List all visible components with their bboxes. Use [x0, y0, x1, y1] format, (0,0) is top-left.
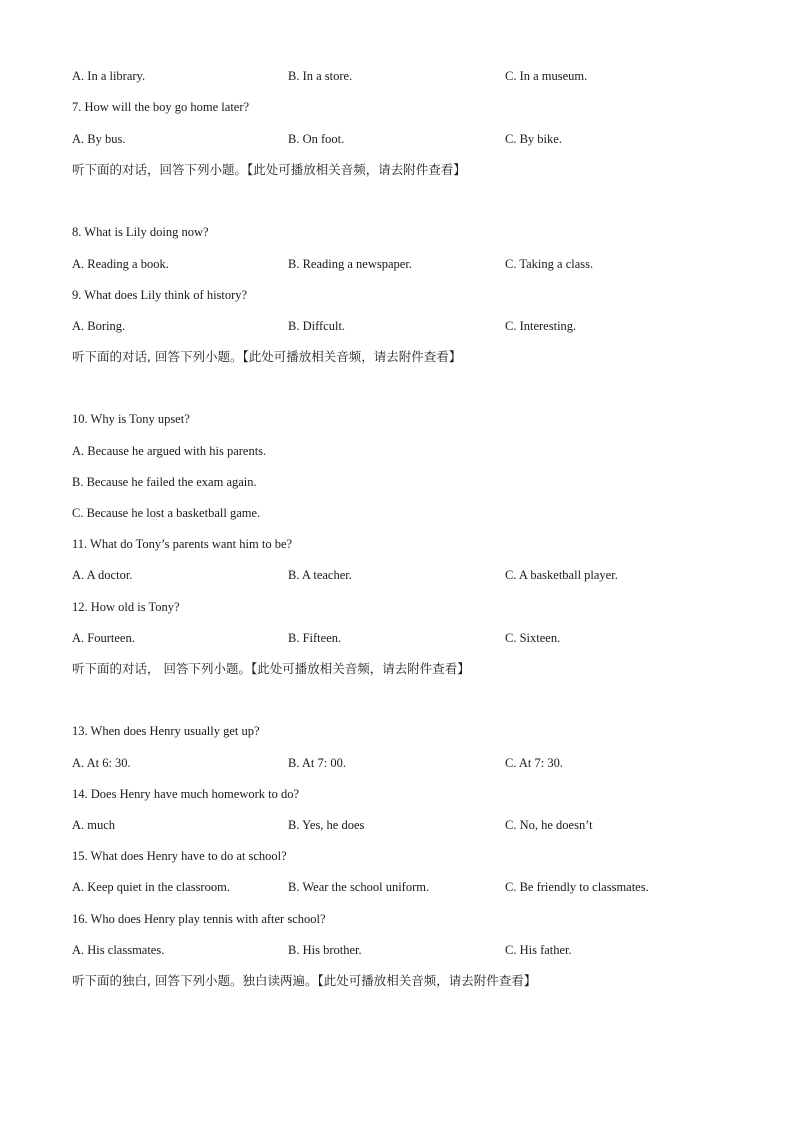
q7-option-c: C. By bike.: [505, 132, 562, 146]
q11-option-b: B. A teacher.: [288, 568, 352, 582]
q7-option-a: A. By bus.: [72, 132, 126, 146]
q8-question: 8. What is Lily doing now?: [72, 225, 209, 239]
q13-question: 13. When does Henry usually get up?: [72, 724, 260, 738]
q12-option-b: B. Fifteen.: [288, 631, 342, 645]
q6-option-a: A. In a library.: [72, 69, 146, 83]
q8-option-b: B. Reading a newspaper.: [288, 257, 412, 271]
q13-option-a: A. At 6: 30.: [72, 756, 131, 770]
q14-question: 14. Does Henry have much homework to do?: [72, 787, 300, 801]
q9-question: 9. What does Lily think of history?: [72, 288, 248, 302]
q7-option-b: B. On foot.: [288, 132, 345, 146]
q8-option-c: C. Taking a class.: [505, 257, 594, 271]
q10-option-c: C. Because he lost a basketball game.: [72, 506, 261, 520]
q14-option-a: A. much: [72, 818, 116, 832]
instruction-dialogue-2: 听下面的对话, 回答下列小题。【此处可播放相关音频，请去附件查看】: [72, 349, 462, 364]
instruction-dialogue-3: 听下面的对话， 回答下列小题。【此处可播放相关音频，请去附件查看】: [72, 661, 470, 676]
instruction-monologue: 听下面的独白, 回答下列小题。独白读两遍。【此处可播放相关音频，请去附件查看】: [72, 973, 537, 988]
q15-option-c: C. Be friendly to classmates.: [505, 880, 649, 894]
q9-option-c: C. Interesting.: [505, 319, 577, 333]
q11-option-a: A. A doctor.: [72, 568, 133, 582]
q8-option-a: A. Reading a book.: [72, 257, 169, 271]
q9-option-b: B. Diffcult.: [288, 319, 346, 333]
q16-option-b: B. His brother.: [288, 943, 362, 957]
q16-option-c: C. His father.: [505, 943, 572, 957]
q14-option-c: C. No, he doesn’t: [505, 818, 593, 832]
instruction-dialogue-1: 听下面的对话，回答下列小题。【此处可播放相关音频，请去附件查看】: [72, 162, 466, 177]
q12-option-c: C. Sixteen.: [505, 631, 561, 645]
q15-option-b: B. Wear the school uniform.: [288, 880, 430, 894]
q13-option-c: C. At 7: 30.: [505, 756, 563, 770]
q15-question: 15. What does Henry have to do at school?: [72, 849, 287, 863]
q16-question: 16. Who does Henry play tennis with after school?: [72, 912, 326, 926]
q6-option-c: C. In a museum.: [505, 69, 588, 83]
q14-option-b: B. Yes, he does: [288, 818, 365, 832]
q6-option-b: B. In a store.: [288, 69, 353, 83]
q16-option-a: A. His classmates.: [72, 943, 165, 957]
q10-option-a: A. Because he argued with his parents.: [72, 444, 267, 458]
q7-question: 7. How will the boy go home later?: [72, 100, 250, 114]
q10-question: 10. Why is Tony upset?: [72, 412, 190, 426]
q15-option-a: A. Keep quiet in the classroom.: [72, 880, 230, 894]
q12-option-a: A. Fourteen.: [72, 631, 135, 645]
q10-option-b: B. Because he failed the exam again.: [72, 475, 257, 489]
q11-question: 11. What do Tony’s parents want him to be?: [72, 537, 293, 551]
q13-option-b: B. At 7: 00.: [288, 756, 346, 770]
q11-option-c: C. A basketball player.: [505, 568, 618, 582]
q9-option-a: A. Boring.: [72, 319, 126, 333]
q12-question: 12. How old is Tony?: [72, 600, 180, 614]
